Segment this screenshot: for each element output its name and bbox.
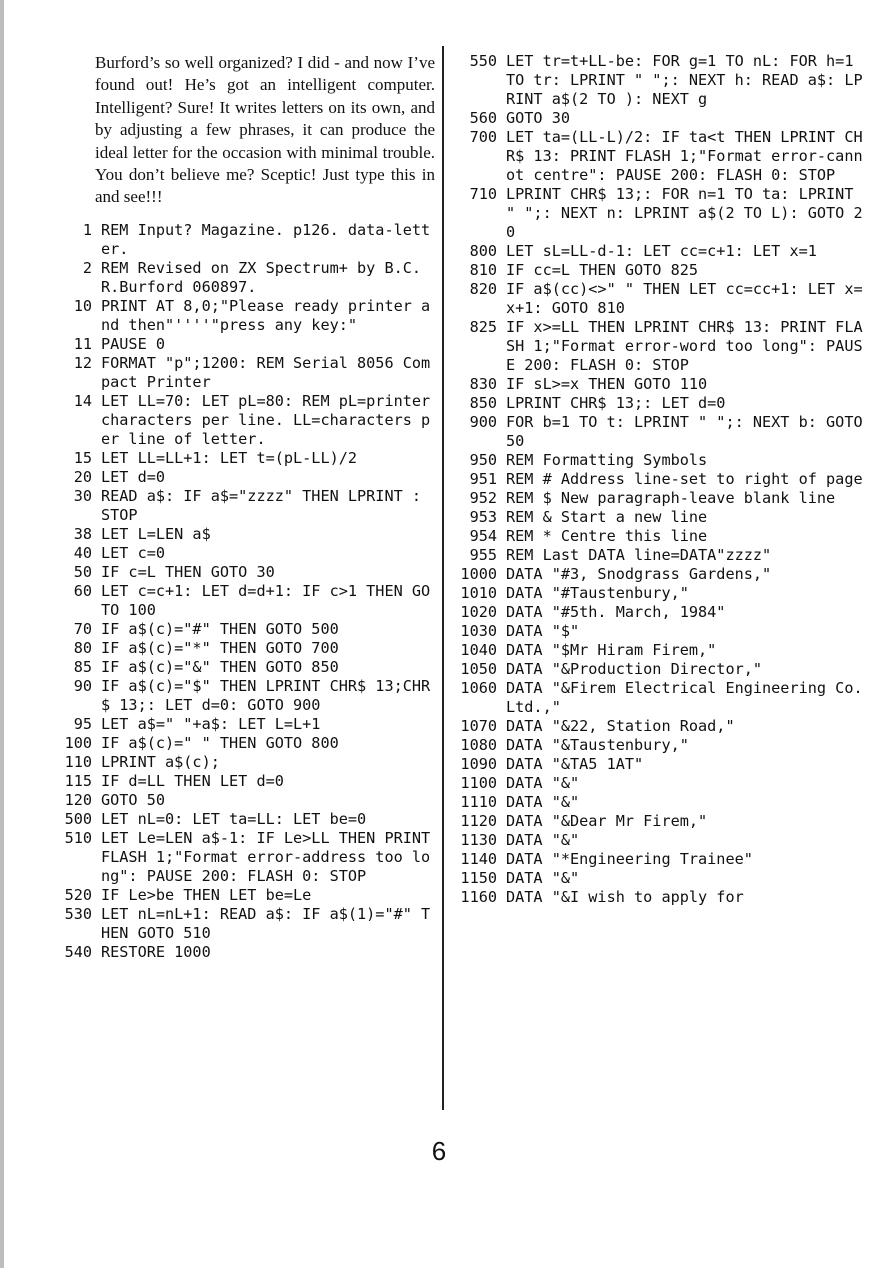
line-number: 820 (469, 280, 497, 298)
code-text: DATA "#5th. March, 1984" (506, 603, 726, 621)
code-line (456, 774, 864, 793)
code-line (73, 524, 435, 544)
line-number: 1160 (460, 888, 497, 906)
page-edge-shadow (0, 0, 4, 1268)
line-number: 12 (73, 353, 92, 372)
line-number: 30 (73, 486, 92, 505)
line-number: 825 (469, 318, 497, 336)
code-line (456, 622, 864, 641)
code-text: DATA "&Production Director," (506, 660, 763, 678)
line-number: 10 (73, 296, 92, 315)
line-number: 80 (73, 638, 92, 657)
code-text: IF a$(c)="*" THEN GOTO 700 (101, 638, 339, 657)
code-line (73, 486, 435, 525)
code-line (456, 565, 864, 584)
code-line (73, 448, 435, 468)
code-text: IF sL>=x THEN GOTO 110 (506, 375, 708, 393)
code-text: DATA "&" (506, 869, 580, 887)
line-number: 1030 (460, 622, 497, 640)
code-text: REM $ New paragraph-leave blank line (506, 489, 836, 507)
code-line (456, 812, 864, 831)
line-number: 560 (469, 109, 497, 127)
code-text: REM # Address line-set to right of page (506, 470, 863, 488)
code-text: LET sL=LL-d-1: LET cc=c+1: LET x=1 (506, 242, 817, 260)
code-line (73, 296, 435, 335)
code-text: DATA "$Mr Hiram Firem," (506, 641, 717, 659)
code-line (73, 543, 435, 563)
code-line (456, 717, 864, 736)
code-line (73, 657, 435, 677)
code-text: DATA "&I wish to apply for (506, 888, 744, 906)
line-number: 40 (73, 543, 92, 562)
code-line (456, 318, 864, 375)
code-text: FOR b=1 TO t: LPRINT " ";: NEXT b: GOTO 50 (506, 413, 872, 450)
page-number: 6 (431, 1136, 447, 1166)
code-text: DATA "#Taustenbury," (506, 584, 689, 602)
code-text: DATA "&TA5 1AT" (506, 755, 644, 773)
line-number: 70 (73, 619, 92, 638)
code-line (456, 394, 864, 413)
line-number: 11 (73, 334, 92, 353)
line-number: 1080 (460, 736, 497, 754)
line-number: 810 (469, 261, 497, 279)
code-line (73, 467, 435, 487)
code-line (64, 828, 440, 886)
code-line (456, 451, 864, 470)
code-line (456, 584, 864, 603)
code-text: IF a$(c)=" " THEN GOTO 800 (101, 733, 339, 752)
line-number: 550 (469, 52, 497, 70)
line-number: 1 (82, 220, 92, 239)
code-text: DATA "*Engineering Trainee" (506, 850, 753, 868)
line-number: 60 (73, 581, 92, 600)
code-line (456, 831, 864, 850)
line-number: 90 (73, 676, 92, 695)
code-text: REM Last DATA line=DATA"zzzz" (506, 546, 772, 564)
line-number: 115 (64, 771, 92, 790)
intro-paragraph: Burford’s so well organized? I did - and now I’ve found out! He’s got an intelligent computer. Intelligent? Sure! It writes letters on its own, and by adjusting a few phrases, it can produce the ideal letter for the occasion with minimal trouble. You don’t believe me? Sceptic! Just type this in and see!!! (95, 53, 435, 207)
line-number: 110 (64, 752, 92, 771)
code-line (456, 375, 864, 394)
code-text: IF a$(c)="#" THEN GOTO 500 (101, 619, 339, 638)
code-text: LET nL=0: LET ta=LL: LET be=0 (101, 809, 367, 828)
code-text: IF d=LL THEN LET d=0 (101, 771, 284, 790)
line-number: 1100 (460, 774, 497, 792)
code-text: LET c=0 (101, 543, 166, 562)
code-line (456, 489, 864, 508)
code-line (64, 904, 435, 943)
code-line (456, 52, 864, 109)
code-text: REM * Centre this line (506, 527, 708, 545)
code-line (456, 888, 864, 907)
code-text: DATA "&Taustenbury," (506, 736, 689, 754)
code-text: LET LL=LL+1: LET t=(pL-LL)/2 (101, 448, 358, 467)
right-column (456, 52, 872, 907)
code-text: LET L=LEN a$ (101, 524, 211, 543)
code-text: PAUSE 0 (101, 334, 166, 353)
code-line (456, 679, 872, 717)
code-line (456, 869, 864, 888)
line-number: 1090 (460, 755, 497, 773)
line-number: 700 (469, 128, 497, 146)
line-number: 1050 (460, 660, 497, 678)
code-text: IF c=L THEN GOTO 30 (101, 562, 275, 581)
line-number: 510 (64, 828, 92, 847)
code-text: GOTO 50 (101, 790, 166, 809)
code-line (73, 334, 435, 354)
line-number: 1140 (460, 850, 497, 868)
code-line (64, 771, 435, 791)
line-number: 1060 (460, 679, 497, 697)
line-number: 951 (469, 470, 497, 488)
code-line (73, 581, 435, 620)
code-text: LET c=c+1: LET d=d+1: IF c>1 THEN GOTO 100 (101, 581, 431, 619)
code-text: FORMAT "p";1200: REM Serial 8056 Compact Printer (101, 353, 431, 391)
line-number: 520 (64, 885, 92, 904)
code-text: REM Formatting Symbols (506, 451, 708, 469)
code-line (456, 736, 864, 755)
code-text: IF cc=L THEN GOTO 825 (506, 261, 699, 279)
line-number: 954 (469, 527, 497, 545)
line-number: 500 (64, 809, 92, 828)
code-line (64, 790, 435, 810)
line-number: 1000 (460, 565, 497, 583)
line-number: 38 (73, 524, 92, 543)
code-text: DATA "&" (506, 774, 580, 792)
code-text: DATA "&22, Station Road," (506, 717, 735, 735)
line-number: 95 (73, 714, 92, 733)
code-text: DATA "&Firem Electrical Engineering Co. Ltd.," (506, 679, 872, 716)
line-number: 952 (469, 489, 497, 507)
line-number: 830 (469, 375, 497, 393)
code-text: DATA "#3, Snodgrass Gardens," (506, 565, 772, 583)
code-line (73, 676, 435, 715)
code-line (73, 714, 435, 734)
line-number: 15 (73, 448, 92, 467)
code-text: DATA "$" (506, 622, 580, 640)
line-number: 120 (64, 790, 92, 809)
code-line (456, 660, 864, 679)
line-number: 850 (469, 394, 497, 412)
line-number: 1120 (460, 812, 497, 830)
line-number: 900 (469, 413, 497, 431)
line-number: 950 (469, 451, 497, 469)
code-line (64, 809, 435, 829)
code-text: REM Input? Magazine. p126. data-letter. (101, 220, 431, 258)
line-number: 1010 (460, 584, 497, 602)
line-number: 1150 (460, 869, 497, 887)
code-text: IF Le>be THEN LET be=Le (101, 885, 312, 904)
line-number: 710 (469, 185, 497, 203)
code-line (456, 850, 864, 869)
line-number: 955 (469, 546, 497, 564)
line-number: 2 (82, 258, 92, 277)
code-line (456, 185, 864, 242)
code-text: IF a$(c)="&" THEN GOTO 850 (101, 657, 339, 676)
code-text: LET tr=t+LL-be: FOR g=1 TO nL: FOR h=1 TO tr: LPRINT " ";: NEXT h: READ a$: LPRINT a$(2 TO ): NEXT g (506, 52, 863, 108)
code-line (456, 242, 864, 261)
column-divider (442, 46, 444, 1110)
code-text: LET d=0 (101, 467, 166, 486)
code-text: DATA "&Dear Mr Firem," (506, 812, 708, 830)
code-text: REM Revised on ZX Spectrum+ by B.C.R.Burford 060897. (101, 258, 422, 296)
code-line (456, 261, 864, 280)
code-text: LPRINT CHR$ 13;: LET d=0 (506, 394, 726, 412)
code-line (456, 546, 864, 565)
line-number: 50 (73, 562, 92, 581)
code-text: LET LL=70: LET pL=80: REM pL=printer characters per line. LL=characters per line of letter. (101, 391, 440, 448)
code-text: READ a$: IF a$="zzzz" THEN LPRINT : STOP (101, 486, 431, 524)
code-line (456, 413, 872, 451)
code-line (64, 752, 435, 772)
code-text: IF a$(c)="$" THEN LPRINT CHR$ 13;CHR$ 13;: LET d=0: GOTO 900 (101, 676, 431, 714)
code-line (73, 391, 440, 449)
code-text: DATA "&" (506, 793, 580, 811)
code-text: LPRINT a$(c); (101, 752, 220, 771)
line-number: 540 (64, 942, 92, 961)
line-number: 85 (73, 657, 92, 676)
code-line (456, 128, 864, 185)
code-line (456, 470, 864, 489)
code-line (73, 562, 435, 582)
code-text: RESTORE 1000 (101, 942, 211, 961)
line-number: 1070 (460, 717, 497, 735)
listing-right (456, 52, 872, 907)
code-line (456, 641, 864, 660)
code-text: GOTO 30 (506, 109, 571, 127)
code-line (456, 527, 864, 546)
code-line (64, 885, 435, 905)
code-line (456, 603, 864, 622)
left-column (64, 52, 440, 962)
code-text: IF a$(cc)<>" " THEN LET cc=cc+1: LET x=x+1: GOTO 810 (506, 280, 863, 317)
code-line (82, 220, 435, 259)
line-number: 14 (73, 391, 92, 410)
code-text: LPRINT CHR$ 13;: FOR n=1 TO ta: LPRINT " ";: NEXT n: LPRINT a$(2 TO L): GOTO 20 (506, 185, 863, 241)
code-line (456, 109, 864, 128)
code-text: REM & Start a new line (506, 508, 708, 526)
line-number: 1040 (460, 641, 497, 659)
line-number: 1110 (460, 793, 497, 811)
code-text: DATA "&" (506, 831, 580, 849)
code-text: IF x>=LL THEN LPRINT CHR$ 13: PRINT FLASH 1;"Format error-word too long": PAUSE 200: FLASH 0: STOP (506, 318, 863, 374)
line-number: 1020 (460, 603, 497, 621)
code-text: LET a$=" "+a$: LET L=L+1 (101, 714, 321, 733)
code-line (456, 508, 864, 527)
code-text: LET nL=nL+1: READ a$: IF a$(1)="#" THEN GOTO 510 (101, 904, 431, 942)
listing-left (64, 220, 440, 962)
code-line (82, 258, 435, 297)
line-number: 100 (64, 733, 92, 752)
code-line (456, 280, 864, 318)
code-line (64, 733, 435, 753)
code-text: LET Le=LEN a$-1: IF Le>LL THEN PRINT FLASH 1;"Format error-address too long": PAUSE 200: FLASH 0: STOP (101, 828, 440, 885)
code-text: PRINT AT 8,0;"Please ready printer and then"''''"press any key:" (101, 296, 431, 334)
line-number: 800 (469, 242, 497, 260)
line-number: 953 (469, 508, 497, 526)
line-number: 530 (64, 904, 92, 923)
code-line (73, 638, 435, 658)
code-line (64, 942, 435, 962)
code-line (73, 353, 435, 392)
code-text: LET ta=(LL-L)/2: IF ta<t THEN LPRINT CHR$ 13: PRINT FLASH 1;"Format error-cannot centre": PAUSE 200: FLASH 0: STOP (506, 128, 863, 184)
line-number: 20 (73, 467, 92, 486)
line-number: 1130 (460, 831, 497, 849)
code-line (456, 755, 864, 774)
code-line (73, 619, 435, 639)
code-line (456, 793, 864, 812)
